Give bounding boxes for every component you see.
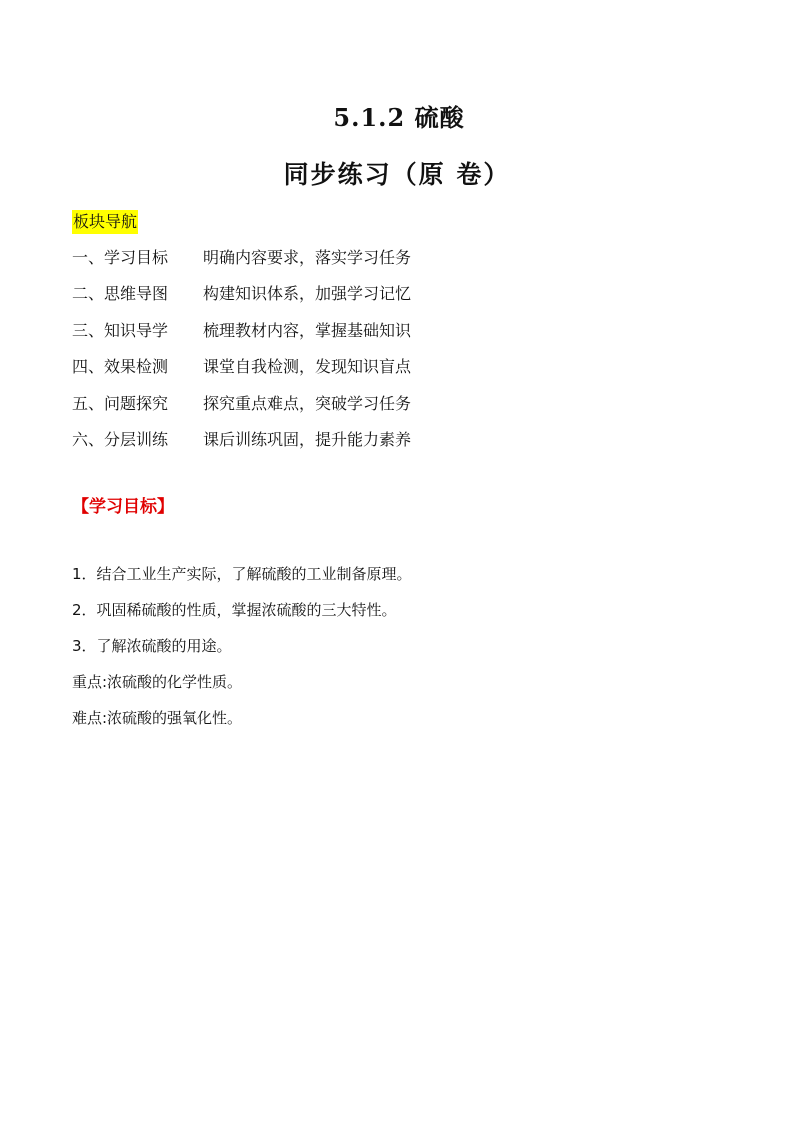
nav-item bbox=[72, 428, 411, 464]
nav-item bbox=[72, 392, 411, 428]
nav-item bbox=[72, 319, 411, 355]
nav-item-desc: 梳理教材内容，掌握基础知识 bbox=[203, 320, 412, 340]
nav-item-desc: 探究重点难点，突破学习任务 bbox=[203, 393, 412, 413]
nav-item bbox=[72, 355, 411, 391]
nav-item-desc: 构建知识体系，加强学习记忆 bbox=[203, 284, 412, 304]
nav-list bbox=[72, 246, 411, 464]
objective-item: 2．巩固稀硫酸的性质，掌握浓硫酸的三大特性。 bbox=[72, 601, 397, 619]
nav-item-desc: 课后训练巩固，提升能力素养 bbox=[203, 429, 412, 449]
nav-heading: 板块导航 bbox=[72, 210, 138, 234]
nav-item-name: 三、知识导学 bbox=[72, 320, 169, 340]
objectives-list bbox=[72, 562, 412, 742]
key-point: 重点:浓硫酸的化学性质。 bbox=[72, 673, 243, 691]
page-subtitle: 同步练习（原 卷） bbox=[283, 160, 511, 189]
nav-item-desc: 课堂自我检测，发现知识盲点 bbox=[203, 357, 412, 377]
nav-item-name: 一、学习目标 bbox=[72, 248, 169, 267]
nav-item-name: 五、问题探究 bbox=[72, 393, 169, 413]
nav-item-desc: 明确内容要求，落实学习任务 bbox=[203, 248, 412, 267]
objectives-heading: 【学习目标】 bbox=[72, 497, 174, 517]
nav-item bbox=[72, 282, 411, 318]
nav-item-name: 四、效果检测 bbox=[72, 357, 169, 377]
nav-item-name: 六、分层训练 bbox=[72, 429, 169, 449]
difficult-point: 难点:浓硫酸的强氧化性。 bbox=[72, 709, 243, 727]
nav-item bbox=[72, 246, 411, 282]
nav-item-name: 二、思维导图 bbox=[72, 284, 169, 304]
objective-item: 1．结合工业生产实际，了解硫酸的工业制备原理。 bbox=[72, 565, 412, 583]
page-title: 5.1.2 硫酸 bbox=[333, 103, 465, 132]
objective-item: 3．了解浓硫酸的用途。 bbox=[72, 637, 232, 655]
